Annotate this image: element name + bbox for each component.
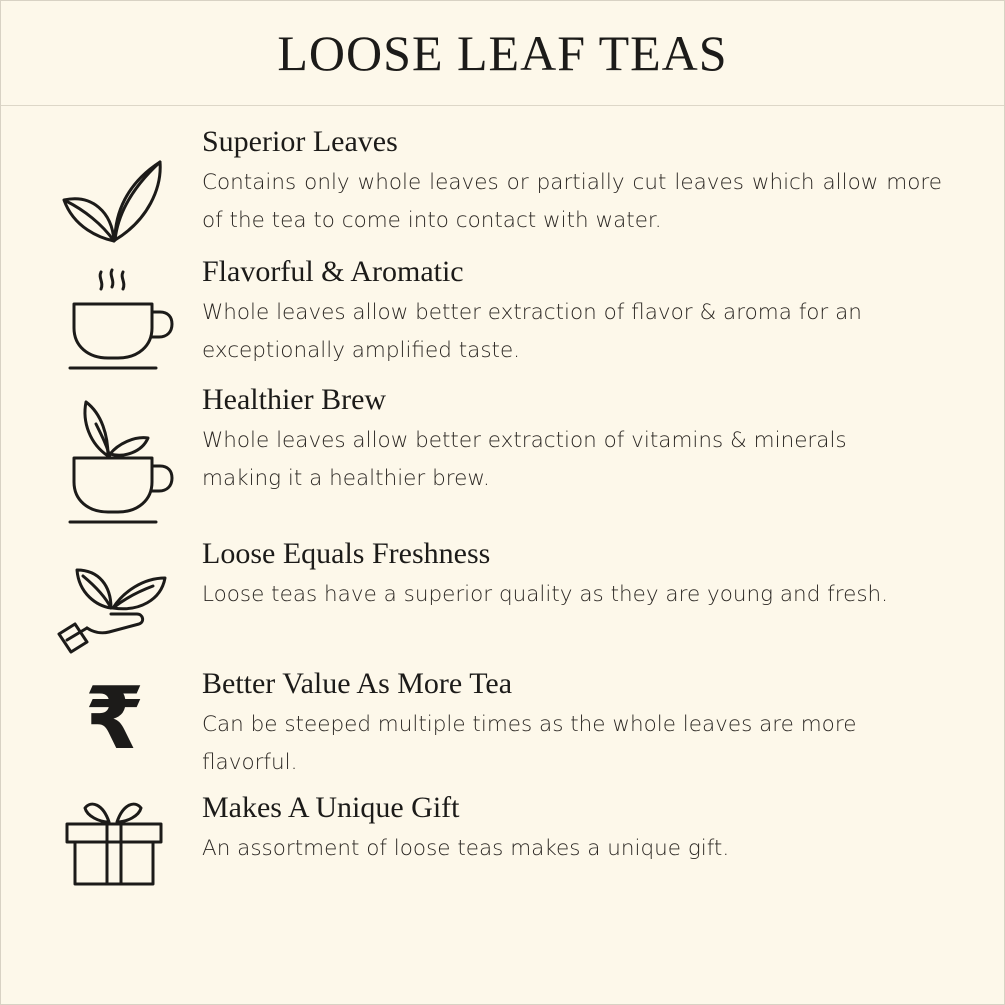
- tea-cup-steam-icon: [27, 250, 202, 374]
- feature-list: [1, 106, 1004, 890]
- feature-description: Whole leaves allow better extraction of flavor & aroma for an exceptionally amplified taste.: [202, 300, 862, 363]
- list-item: [27, 250, 978, 374]
- list-item: [27, 786, 978, 890]
- title-bar: [1, 1, 1004, 106]
- rupee-icon: [27, 662, 202, 769]
- feature-text: [202, 662, 930, 782]
- list-item: [27, 662, 978, 782]
- feature-text: [202, 786, 737, 868]
- feature-title: Loose Equals Freshness: [202, 537, 491, 570]
- list-item: [27, 120, 978, 246]
- feature-text: [202, 378, 910, 498]
- gift-box-icon: [27, 786, 202, 890]
- feature-description: Loose teas have a superior quality as they are young and fresh.: [202, 582, 888, 607]
- feature-title: Superior Leaves: [202, 125, 398, 158]
- hand-holding-leaves-icon: [27, 532, 202, 658]
- tea-cup-leaf-icon: [27, 378, 202, 528]
- page-title: LOOSE LEAF TEAS: [277, 25, 728, 81]
- feature-description: An assortment of loose teas makes a unique gift.: [202, 836, 730, 861]
- feature-description: Whole leaves allow better extraction of vitamins & minerals making it a healthier brew.: [202, 428, 847, 491]
- rupee-glyph: ₹: [84, 669, 145, 769]
- feature-description: Can be steeped multiple times as the whole leaves are more flavorful.: [202, 712, 857, 775]
- tea-leaves-icon: [27, 120, 202, 246]
- feature-title: Better Value As More Tea: [202, 667, 513, 700]
- feature-title: Makes A Unique Gift: [202, 791, 460, 824]
- feature-description: Contains only whole leaves or partially cut leaves which allow more of the tea to come into contact with water.: [202, 170, 942, 233]
- list-item: [27, 532, 978, 658]
- list-item: [27, 378, 978, 528]
- feature-text: [202, 120, 950, 240]
- feature-title: Flavorful & Aromatic: [202, 255, 464, 288]
- feature-text: [202, 250, 978, 370]
- feature-text: [202, 532, 896, 614]
- feature-title: Healthier Brew: [202, 383, 387, 416]
